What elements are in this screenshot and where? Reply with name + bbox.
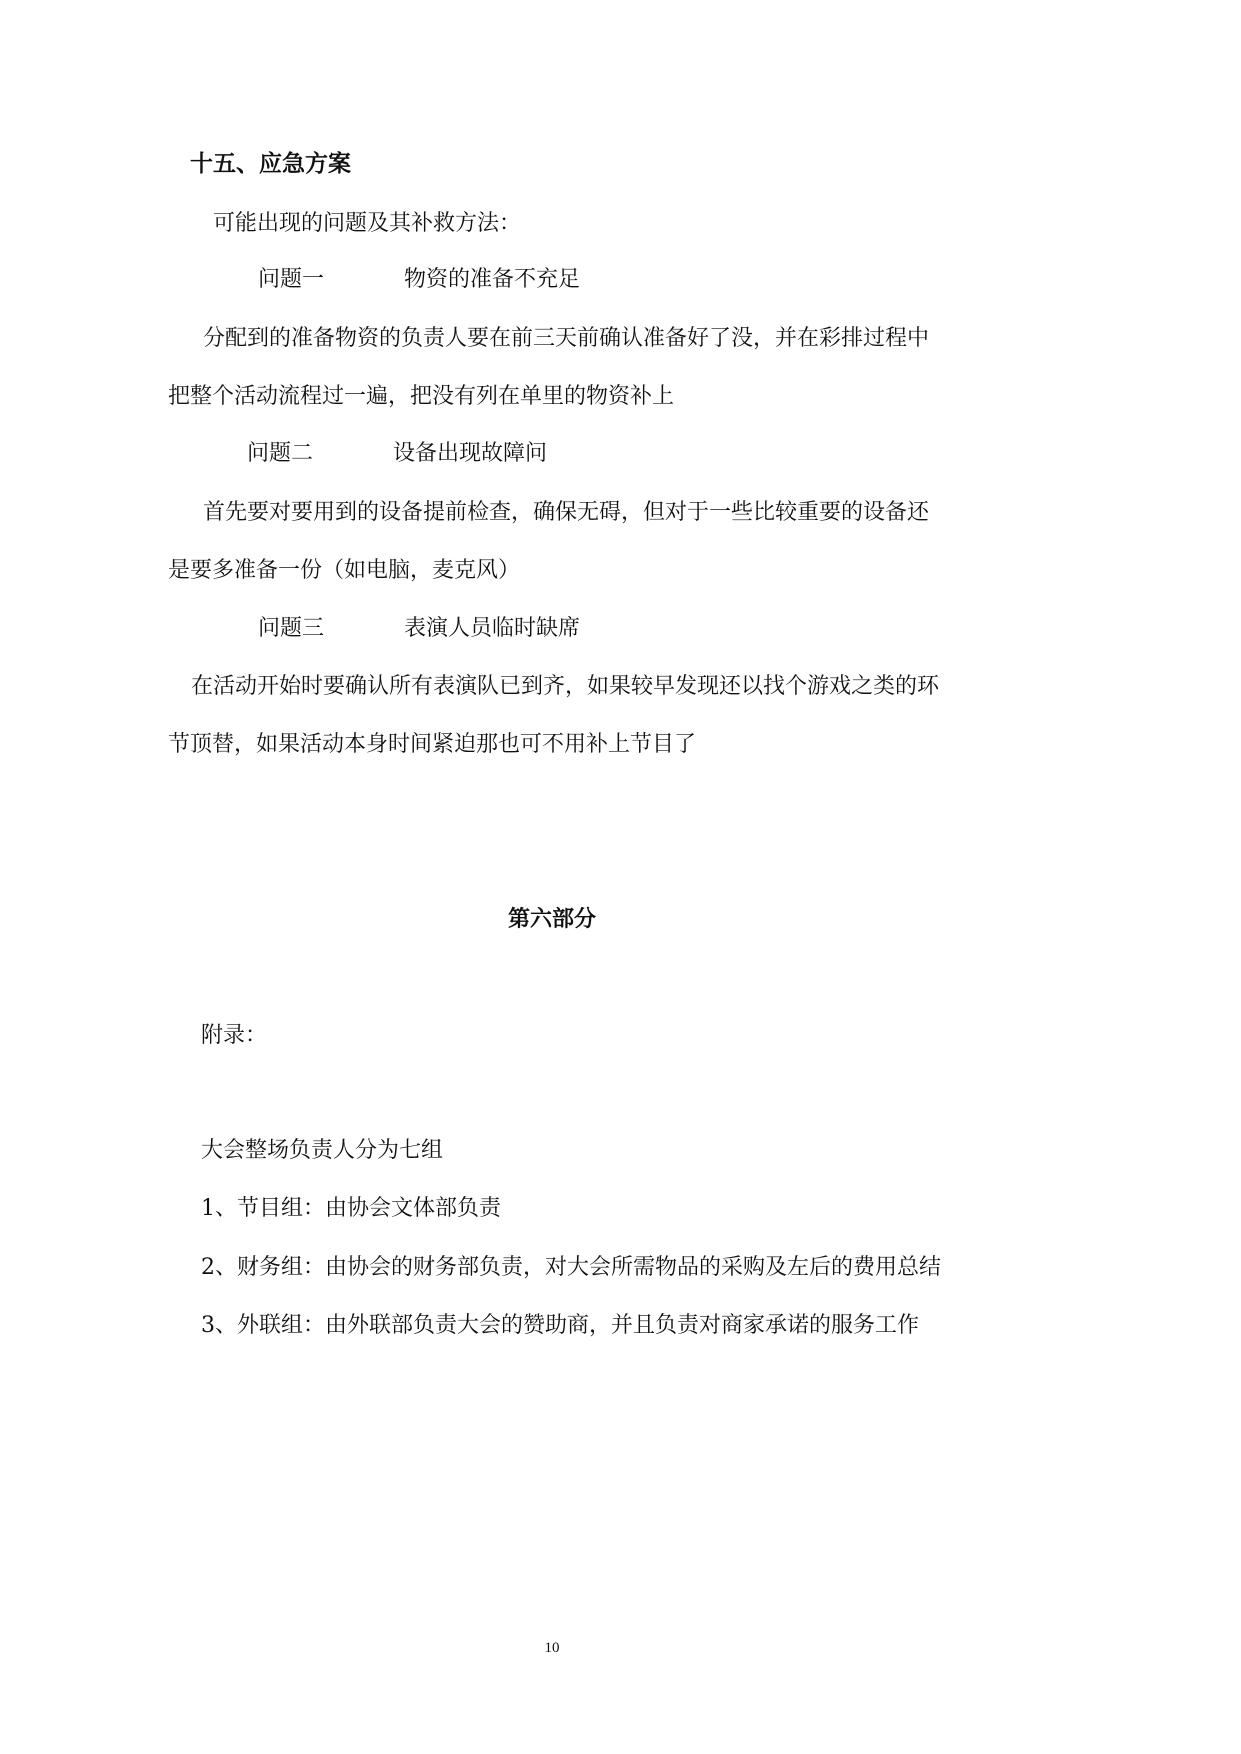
section-intro: 可能出现的问题及其补救方法： <box>213 211 522 236</box>
page-number: 10 <box>544 1640 560 1656</box>
groups-intro: 大会整场负责人分为七组 <box>201 1138 444 1163</box>
solution-line: 首先要对要用到的设备提前检查，确保无碍，但对于一些比较重要的设备还 <box>203 500 930 525</box>
problem-name: 设备出现故障问 <box>393 441 548 466</box>
section-heading: 十五、应急方案 <box>190 151 351 177</box>
problem-heading <box>247 440 547 468</box>
problem-name: 物资的准备不充足 <box>404 267 581 292</box>
solution-line: 把整个活动流程过一遍，把没有列在单里的物资补上 <box>168 384 675 409</box>
problem-label: 问题一 <box>258 267 325 292</box>
problem-heading <box>258 266 580 294</box>
problem-label: 问题三 <box>258 616 325 641</box>
appendix-label: 附录： <box>201 1023 268 1048</box>
solution-line: 是要多准备一份（如电脑，麦克风） <box>168 558 521 583</box>
solution-line: 在活动开始时要确认所有表演队已到齐，如果较早发现还以找个游戏之类的环 <box>191 674 940 699</box>
problem-label: 问题二 <box>247 441 314 466</box>
part-heading: 第六部分 <box>507 907 596 932</box>
group-item: 1、节目组：由协会文体部负责 <box>201 1196 501 1221</box>
group-item: 2、财务组：由协会的财务部负责，对大会所需物品的采购及左后的费用总结 <box>201 1255 941 1280</box>
solution-line: 分配到的准备物资的负责人要在前三天前确认准备好了没，并在彩排过程中 <box>203 326 930 351</box>
problem-heading <box>258 615 580 643</box>
problem-name: 表演人员临时缺席 <box>404 616 581 641</box>
solution-line: 节顶替，如果活动本身时间紧迫那也可不用补上节目了 <box>168 732 697 757</box>
group-item: 3、外联组：由外联部负责大会的赞助商，并且负责对商家承诺的服务工作 <box>201 1313 919 1338</box>
